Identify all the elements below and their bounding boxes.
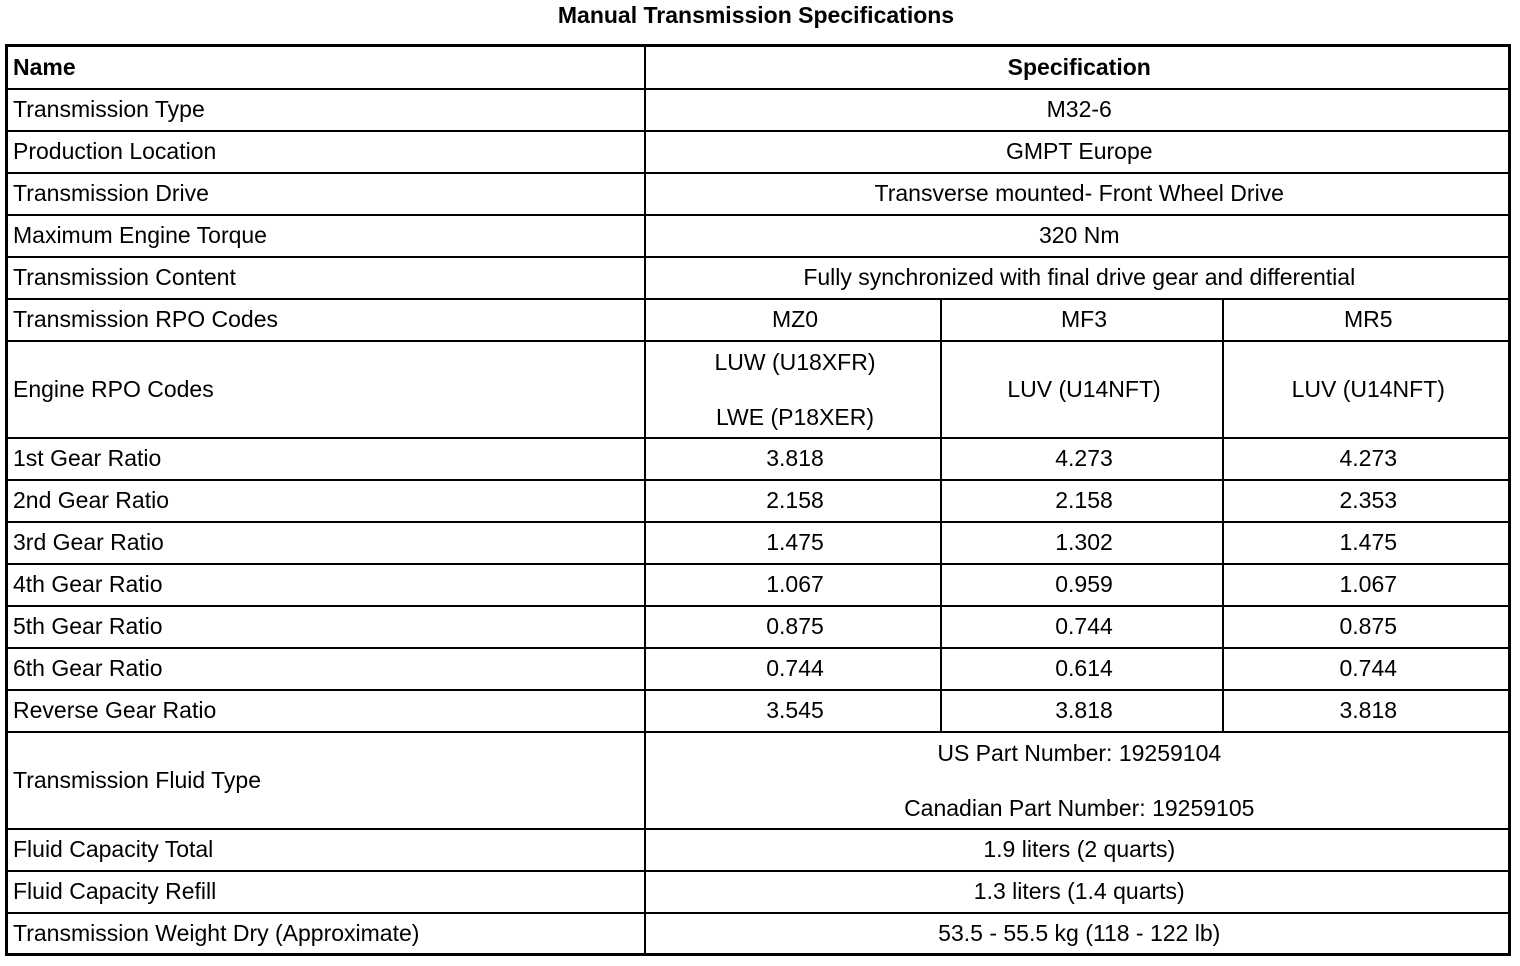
gear-value-mr5: 4.273: [1223, 438, 1510, 480]
row-value: Fully synchronized with final drive gear and differential: [645, 257, 1510, 299]
table-row: [7, 299, 1510, 341]
engine-code-line: LWE (P18XER): [715, 403, 875, 430]
rpo-code-mz0: MZ0: [645, 299, 941, 341]
row-label: 3rd Gear Ratio: [7, 522, 645, 564]
row-value: 1.3 liters (1.4 quarts): [645, 871, 1510, 913]
gear-value-mz0: 0.744: [645, 648, 941, 690]
gear-value-mr5: 0.875: [1223, 606, 1510, 648]
table-header-row: [7, 46, 1510, 89]
table-row: [7, 732, 1510, 829]
row-label: Transmission Content: [7, 257, 645, 299]
gear-value-mz0: 1.475: [645, 522, 941, 564]
fluid-part-number-us: US Part Number: 19259104: [937, 739, 1222, 766]
row-label: Engine RPO Codes: [7, 341, 645, 438]
gear-value-mf3: 1.302: [941, 522, 1223, 564]
gear-value-mf3: 0.614: [941, 648, 1223, 690]
table-row: [7, 480, 1510, 522]
row-label: Fluid Capacity Refill: [7, 871, 645, 913]
table-row: [7, 522, 1510, 564]
row-label: 5th Gear Ratio: [7, 606, 645, 648]
row-value: 1.9 liters (2 quarts): [645, 829, 1510, 871]
gear-value-mr5: 3.818: [1223, 690, 1510, 732]
table-row: [7, 913, 1510, 955]
row-value: Transverse mounted- Front Wheel Drive: [645, 173, 1510, 215]
table-row: [7, 215, 1510, 257]
table-row: [7, 648, 1510, 690]
row-label: 1st Gear Ratio: [7, 438, 645, 480]
table-row: [7, 564, 1510, 606]
engine-code-mr5: LUV (U14NFT): [1223, 341, 1510, 438]
gear-value-mz0: 3.545: [645, 690, 941, 732]
row-label: Transmission Drive: [7, 173, 645, 215]
row-value: 53.5 - 55.5 kg (118 - 122 lb): [645, 913, 1510, 955]
rpo-code-mr5: MR5: [1223, 299, 1510, 341]
row-label: Reverse Gear Ratio: [7, 690, 645, 732]
row-value: 320 Nm: [645, 215, 1510, 257]
row-label: Transmission Type: [7, 89, 645, 131]
row-value: M32-6: [645, 89, 1510, 131]
gear-value-mz0: 3.818: [645, 438, 941, 480]
gear-value-mz0: 2.158: [645, 480, 941, 522]
table-row: [7, 89, 1510, 131]
gear-value-mf3: 0.744: [941, 606, 1223, 648]
fluid-type-value: [645, 732, 1510, 829]
table-row: [7, 606, 1510, 648]
header-name: Name: [7, 46, 645, 89]
gear-value-mf3: 4.273: [941, 438, 1223, 480]
row-label: Transmission Fluid Type: [7, 732, 645, 829]
gear-value-mf3: 2.158: [941, 480, 1223, 522]
page-title: Manual Transmission Specifications: [557, 2, 955, 28]
row-label: Transmission RPO Codes: [7, 299, 645, 341]
table-row: [7, 341, 1510, 438]
table-row: [7, 257, 1510, 299]
table-row: [7, 131, 1510, 173]
row-label: 2nd Gear Ratio: [7, 480, 645, 522]
table-row: [7, 829, 1510, 871]
row-label: Fluid Capacity Total: [7, 829, 645, 871]
row-label: 4th Gear Ratio: [7, 564, 645, 606]
gear-value-mr5: 1.475: [1223, 522, 1510, 564]
header-specification: Specification: [645, 46, 1510, 89]
gear-value-mf3: 0.959: [941, 564, 1223, 606]
gear-value-mz0: 1.067: [645, 564, 941, 606]
row-value: GMPT Europe: [645, 131, 1510, 173]
engine-code-line: LUW (U18XFR): [714, 348, 876, 375]
table-row: [7, 173, 1510, 215]
engine-code-mf3: LUV (U14NFT): [941, 341, 1223, 438]
gear-value-mf3: 3.818: [941, 690, 1223, 732]
table-row: [7, 690, 1510, 732]
row-label: Production Location: [7, 131, 645, 173]
gear-value-mr5: 1.067: [1223, 564, 1510, 606]
table-row: [7, 871, 1510, 913]
gear-value-mr5: 2.353: [1223, 480, 1510, 522]
gear-value-mr5: 0.744: [1223, 648, 1510, 690]
engine-codes-mz0: [645, 341, 941, 438]
gear-value-mz0: 0.875: [645, 606, 941, 648]
table-row: [7, 438, 1510, 480]
spec-table: [5, 44, 1511, 956]
fluid-part-number-canada: Canadian Part Number: 19259105: [904, 794, 1255, 821]
row-label: Transmission Weight Dry (Approximate): [7, 913, 645, 955]
rpo-code-mf3: MF3: [941, 299, 1223, 341]
row-label: 6th Gear Ratio: [7, 648, 645, 690]
row-label: Maximum Engine Torque: [7, 215, 645, 257]
